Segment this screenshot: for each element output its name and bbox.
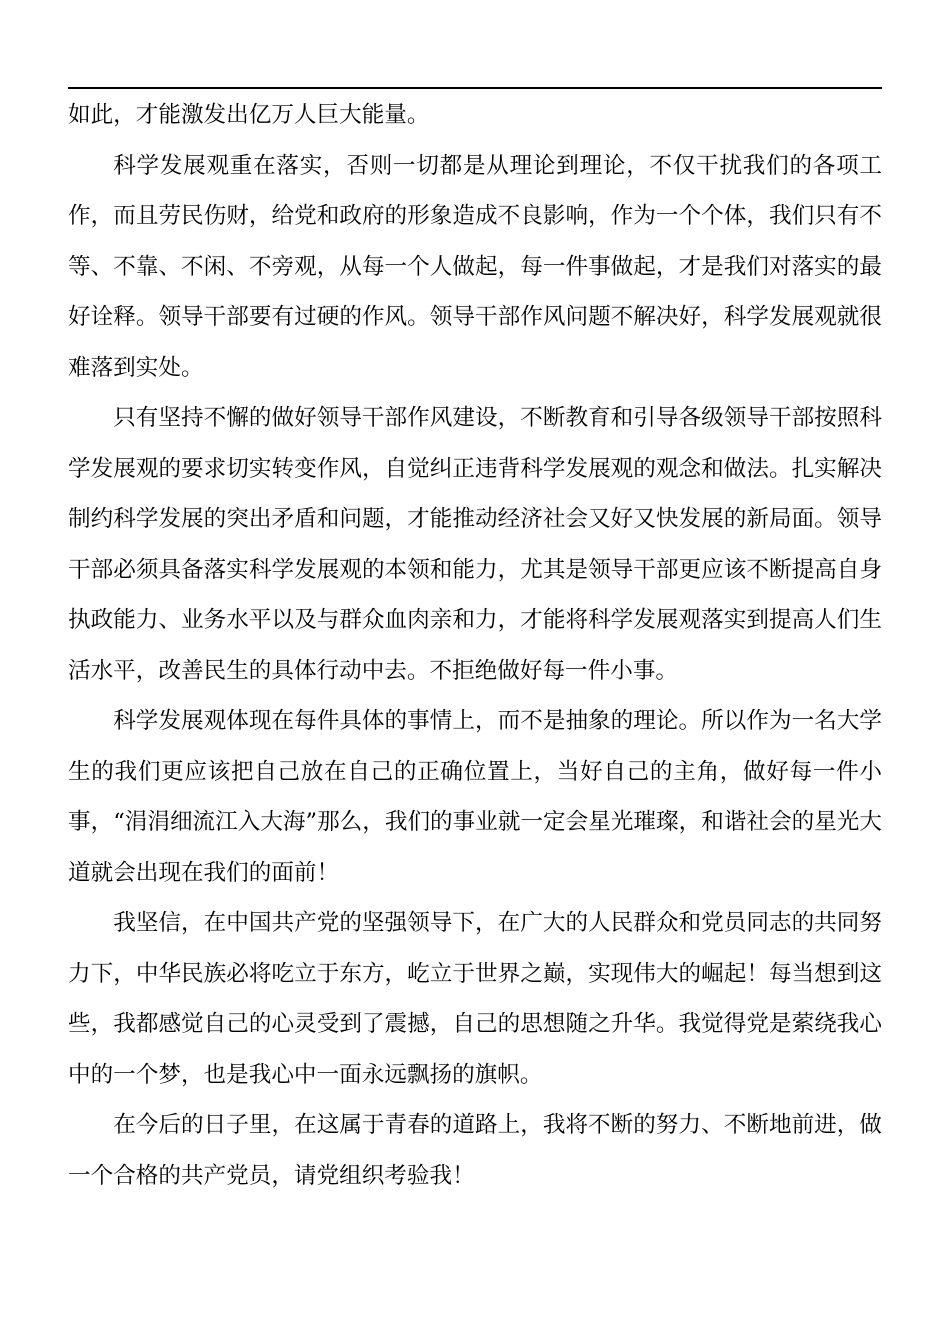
paragraph: 我坚信，在中国共产党的坚强领导下，在广大的人民群众和党员同志的共同努力下，中华民族必将吃立于东方，屹立于世界之巅，实现伟大的崛起！每当想到这些，我都感觉自己的心灵受到了震撼，自己的思想随之升华。我觉得党是萦绕我心中的一个梦，也是我心中一面永远飘扬的旗帜。	[68, 910, 882, 1088]
document-body	[68, 90, 882, 1201]
paragraph-continuation: 如此，才能激发出亿万人巨大能量。	[68, 102, 430, 128]
paragraph: 科学发展观重在落实，否则一切都是从理论到理论，不仅干扰我们的各项工作，而且劳民伤财，给党和政府的形象造成不良影响，作为一个个体，我们只有不等、不靠、不闲、不旁观，从每一个人做起，每一件事做起，才是我们对落实的最好诠释。领导干部要有过硬的作风。领导干部作风问题不解决好，科学发展观就很难落到实处。	[68, 152, 882, 381]
header-rule	[68, 87, 882, 89]
paragraph: 科学发展观体现在每件具体的事情上，而不是抽象的理论。所以作为一名大学生的我们更应该把自己放在自己的正确位置上，当好自己的主角，做好每一件小事，“涓涓细流江入大海”那么，我们的事业就一定会星光璀璨，和谐社会的星光大道就会出现在我们的面前！	[68, 708, 882, 886]
paragraph: 只有坚持不懈的做好领导干部作风建设，不断教育和引导各级领导干部按照科学发展观的要求切实转变作风，自觉纠正违背科学发展观的观念和做法。扎实解决制约科学发展的突出矛盾和问题，才能推动经济社会又好又快发展的新局面。领导干部必须具备落实科学发展观的本领和能力，尤其是领导干部更应该不断提高自身执政能力、业务水平以及与群众血肉亲和力，才能将科学发展观落实到提高人们生活水平，改善民生的具体行动中去。不拒绝做好每一件小事。	[68, 405, 882, 684]
paragraph: 在今后的日子里，在这属于青春的道路上，我将不断的努力、不断地前进，做一个合格的共产党员，请党组织考验我！	[68, 1112, 882, 1189]
